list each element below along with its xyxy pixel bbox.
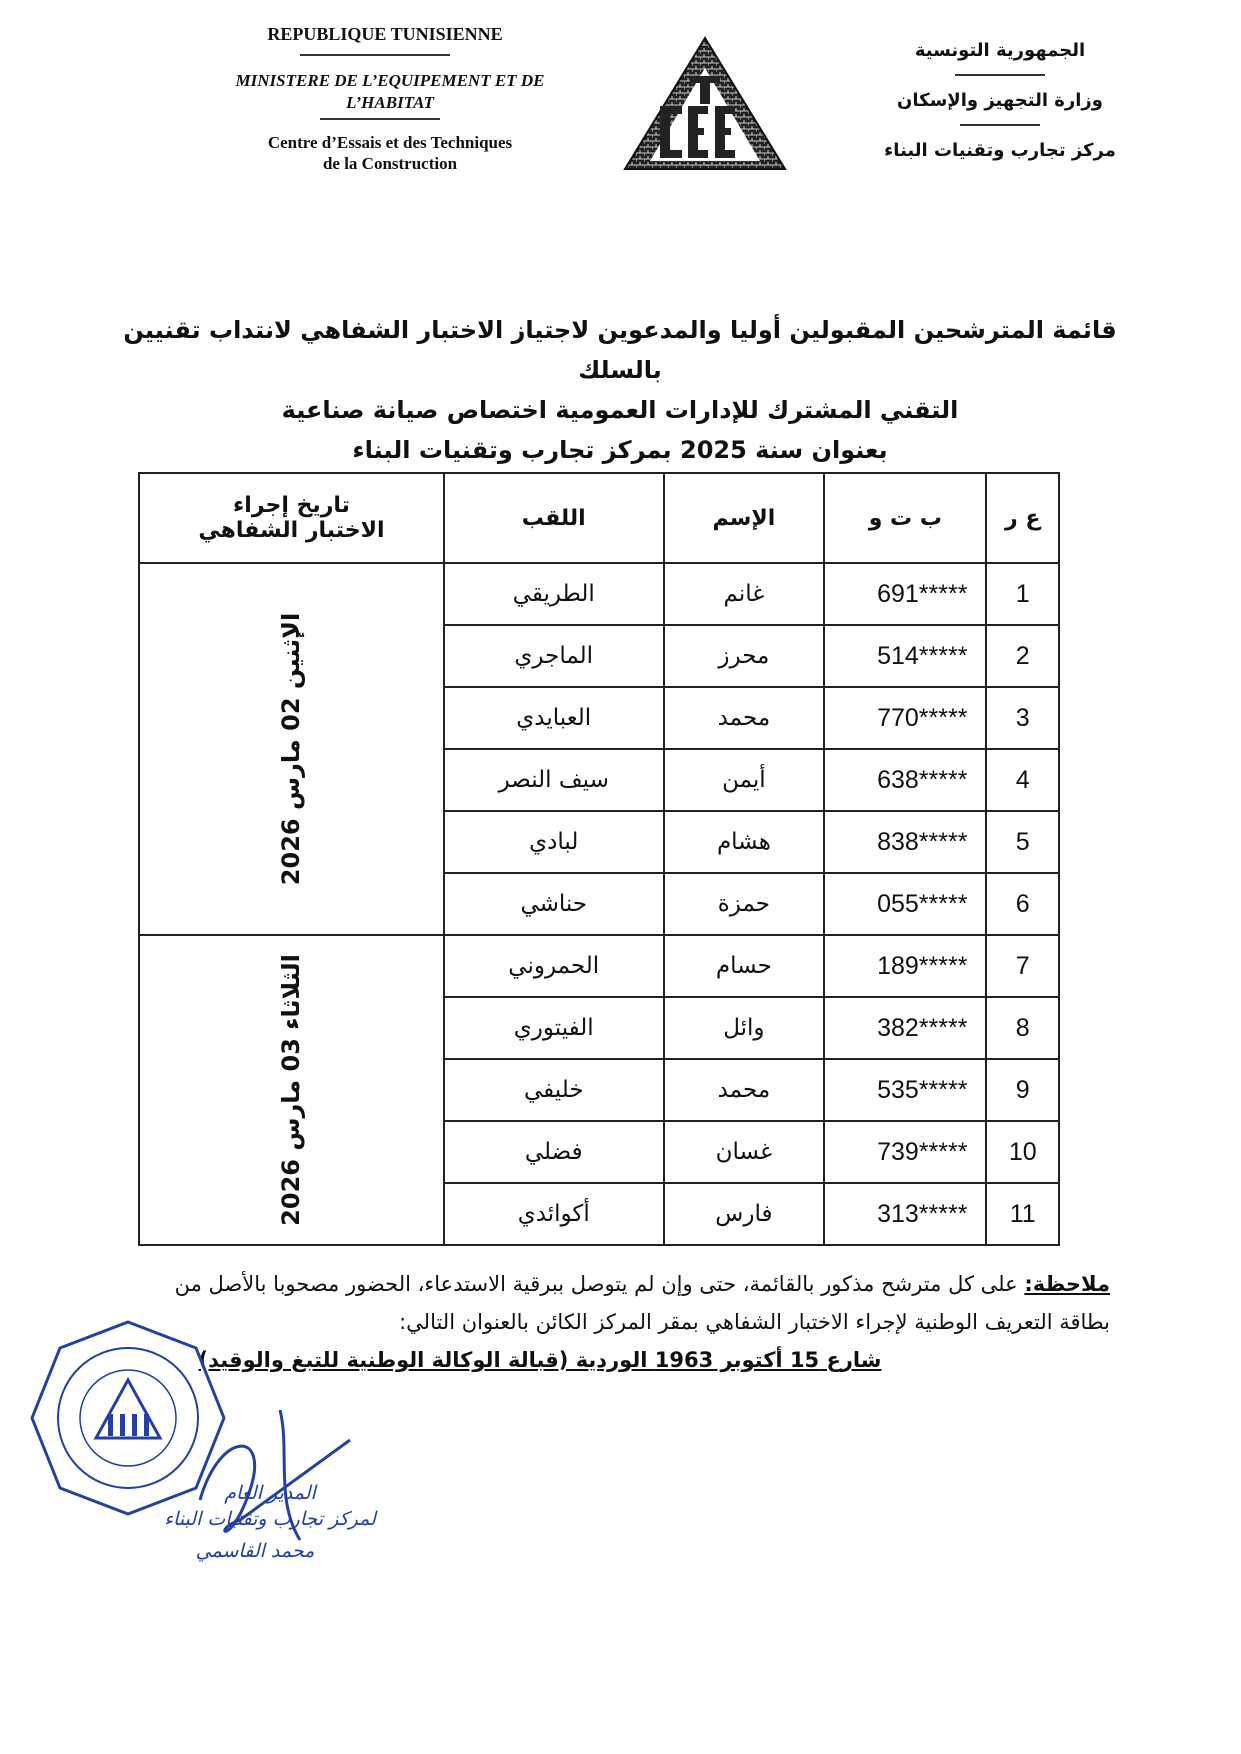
note-text-2: بطاقة التعريف الوطنية لإجراء الاختبار الشفاهي بمقر المركز الكائن بالعنوان التالي:	[399, 1310, 1110, 1334]
title-line-3: بعنوان سنة 2025 بمركز تجارب وتقنيات البناء	[352, 436, 888, 464]
cell-last-name: الطريقي	[444, 563, 664, 625]
table-header-row	[139, 473, 1059, 563]
fr-republic-heading: REPUBLIQUE TUNISIENNE	[267, 24, 503, 44]
cell-order: 5	[986, 811, 1059, 873]
cell-order: 9	[986, 1059, 1059, 1121]
divider	[300, 54, 450, 56]
cell-first-name: محرز	[664, 625, 825, 687]
fr-ministry-line2: L’HABITAT	[346, 93, 434, 112]
fr-center-line2: de la Construction	[322, 154, 458, 173]
divider	[320, 118, 440, 120]
header-order: ع ر	[986, 473, 1059, 563]
cell-id: 770*****	[824, 687, 986, 749]
cell-last-name: الحمروني	[444, 935, 664, 997]
title-line-2: التقني المشترك للإدارات العمومية اختصاص صيانة صناعية	[281, 396, 959, 424]
signature-title-line2: لمركز تجارب وتقنيات البناء	[164, 1508, 376, 1530]
date-group-2-label: الثلاثاء 03 مارس 2026	[277, 954, 306, 1226]
cell-id: 514*****	[824, 625, 986, 687]
signature-title	[150, 1480, 390, 1532]
signature-title-line1: المدير العام	[224, 1482, 316, 1504]
cell-id: 691*****	[824, 563, 986, 625]
cell-order: 1	[986, 563, 1059, 625]
table-row	[139, 935, 1059, 997]
date-group-1-label: الإثنين 02 مارس 2026	[277, 612, 306, 886]
title-line-1: قائمة المترشحين المقبولين أوليا والمدعوين لاجتياز الاختبار الشفاهي لانتداب تقنيين بالسلك	[123, 316, 1117, 384]
cell-last-name: فضلي	[444, 1121, 664, 1183]
cell-order: 4	[986, 749, 1059, 811]
cell-first-name: حمزة	[664, 873, 825, 935]
cell-id: 535*****	[824, 1059, 986, 1121]
cell-id: 313*****	[824, 1183, 986, 1245]
cell-order: 11	[986, 1183, 1059, 1245]
header-date-line2: الاختبار الشفاهي	[198, 518, 385, 543]
cell-first-name: هشام	[664, 811, 825, 873]
cell-last-name: العبايدي	[444, 687, 664, 749]
stamp-text: وزارة التجهيز والإسكان والتهيئة الترابية - مركز تجارب وتقنيات البناء	[28, 1318, 56, 1319]
cell-first-name: محمد	[664, 687, 825, 749]
header-first-name: الإسم	[664, 473, 825, 563]
note-text-1: على كل مترشح مذكور بالقائمة، حتى وإن لم يتوصل ببرقية الاستدعاء، الحضور مصحوبا بالأصل من	[174, 1272, 1018, 1296]
candidates-table	[138, 472, 1060, 1246]
note-label: ملاحظة:	[1024, 1272, 1110, 1296]
cell-first-name: فارس	[664, 1183, 825, 1245]
cell-last-name: الفيتوري	[444, 997, 664, 1059]
cell-first-name: حسام	[664, 935, 825, 997]
header-date	[139, 473, 444, 563]
fr-center-heading	[220, 132, 560, 174]
fr-ministry-line1: MINISTERE DE L’EQUIPEMENT ET DE	[235, 71, 545, 90]
cell-id: 838*****	[824, 811, 986, 873]
cell-last-name: لبادي	[444, 811, 664, 873]
divider	[955, 74, 1045, 76]
cell-order: 2	[986, 625, 1059, 687]
cell-last-name: حناشي	[444, 873, 664, 935]
cell-order: 10	[986, 1121, 1059, 1183]
signatory-name: محمد القاسمي	[195, 1540, 315, 1562]
cell-order: 3	[986, 687, 1059, 749]
ar-ministry-heading: وزارة التجهيز والإسكان	[897, 90, 1103, 111]
date-group-1	[139, 563, 444, 935]
cell-order: 8	[986, 997, 1059, 1059]
cell-last-name: أكوائدي	[444, 1183, 664, 1245]
header-last-name: اللقب	[444, 473, 664, 563]
cell-first-name: غسان	[664, 1121, 825, 1183]
cell-order: 7	[986, 935, 1059, 997]
cell-id: 382*****	[824, 997, 986, 1059]
date-group-2	[139, 935, 444, 1245]
cell-order: 6	[986, 873, 1059, 935]
cell-first-name: أيمن	[664, 749, 825, 811]
fr-ministry-heading	[190, 70, 590, 114]
cell-first-name: غانم	[664, 563, 825, 625]
ar-republic-heading: الجمهورية التونسية	[914, 40, 1086, 61]
cell-first-name: محمد	[664, 1059, 825, 1121]
cell-last-name: خليفي	[444, 1059, 664, 1121]
note-line-1	[90, 1265, 1110, 1303]
cetc-logo	[620, 36, 790, 171]
cell-id: 055*****	[824, 873, 986, 935]
cell-id: 638*****	[824, 749, 986, 811]
cell-last-name: سيف النصر	[444, 749, 664, 811]
cell-last-name: الماجري	[444, 625, 664, 687]
header-id: ب ت و	[824, 473, 986, 563]
cell-first-name: وائل	[664, 997, 825, 1059]
document-title	[100, 310, 1140, 470]
divider	[960, 124, 1040, 126]
header-date-line1: تاريخ إجراء	[233, 493, 350, 518]
note-section	[90, 1265, 1110, 1379]
fr-center-line1: Centre d’Essais et des Techniques	[267, 133, 513, 152]
table-row	[139, 563, 1059, 625]
cell-id: 189*****	[824, 935, 986, 997]
cell-id: 739*****	[824, 1121, 986, 1183]
note-address: شارع 15 أكتوبر 1963 الوردية (قبالة الوكالة الوطنية للتبغ والوقيد)	[198, 1348, 882, 1372]
logo-text: CETC	[705, 166, 708, 167]
ar-center-heading: مركز تجارب وتقنيات البناء	[884, 140, 1116, 161]
